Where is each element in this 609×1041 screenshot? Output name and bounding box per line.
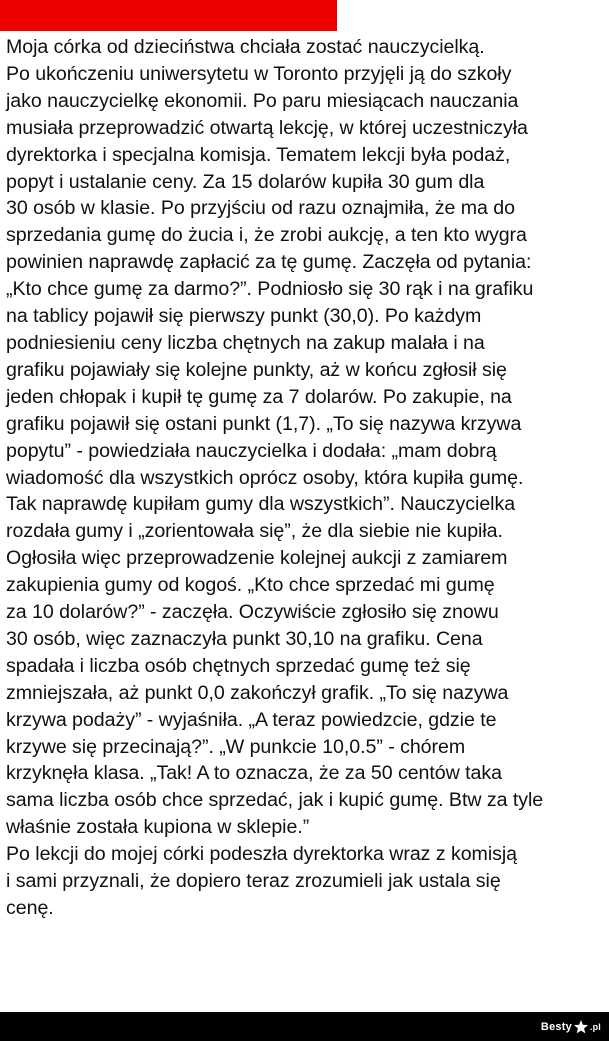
story-line: podniesieniu ceny liczba chętnych na zakup malała i na bbox=[6, 331, 485, 354]
story-line: Po ukończeniu uniwersytetu w Toronto przyjęli ją do szkoły bbox=[6, 62, 512, 85]
story-line: spadała i liczba osób chętnych sprzedać gumę też się bbox=[6, 654, 471, 677]
story-line: krzyknęła klasa. „Tak! A to oznacza, że za 50 centów taka bbox=[6, 762, 502, 785]
story-line: właśnie została kupiona w sklepie.” bbox=[6, 816, 310, 839]
story-line: popyt i ustalanie ceny. Za 15 dolarów kupiła 30 gum dla bbox=[6, 170, 485, 193]
story-line: 30 osób w klasie. Po przyjściu od razu oznajmiła, że ma do bbox=[6, 197, 515, 220]
story-line: za 10 dolarów?” - zaczęła. Oczywiście zgłosiło się znowu bbox=[6, 601, 499, 624]
story-line: Moja córka od dzieciństwa chciała zostać nauczycielką. bbox=[6, 36, 485, 58]
story-line: jeden chłopak i kupił tę gumę za 7 dolarów. Po zakupie, na bbox=[6, 385, 512, 408]
watermark-suffix: .pl bbox=[589, 1022, 601, 1032]
story-line: rozdała gumy i „zorientowała się”, że dla siebie nie kupiła. bbox=[6, 520, 503, 543]
story-line: jako nauczycielkę ekonomii. Po paru miesiącach nauczania bbox=[6, 89, 519, 112]
story-line: krzywe się przecinają?”. „W punkcie 10,0.5” - chórem bbox=[6, 735, 466, 758]
story-line: powinien naprawdę zapłacić za tę gumę. Zaczęła od pytania: bbox=[6, 251, 532, 274]
story-line: Tak naprawdę kupiłam gumy dla wszystkich”. Nauczycielka bbox=[6, 493, 516, 516]
story-line: dyrektorka i specjalna komisja. Tematem lekcji była podaż, bbox=[6, 143, 511, 166]
story-line: i sami przyznali, że dopiero teraz zrozumieli jak ustala się bbox=[6, 870, 501, 893]
story-line: na tablicy pojawił się pierwszy punkt (30,0). Po każdym bbox=[6, 305, 482, 328]
star-icon bbox=[573, 1019, 589, 1035]
story-text bbox=[6, 34, 609, 922]
story-line: zakupienia gumy od kogoś. „Kto chce sprzedać mi gumę bbox=[6, 574, 495, 597]
story-line: zmniejszała, aż punkt 0,0 zakończył grafik. „To się nazywa bbox=[6, 681, 509, 704]
story-line: sprzedania gumę do żucia i, że zrobi aukcję, a ten kto wygra bbox=[6, 224, 527, 247]
footer-bar bbox=[0, 1012, 609, 1041]
story-line: „Kto chce gumę za darmo?”. Podniosło się 30 rąk i na grafiku bbox=[6, 278, 534, 301]
header-red-bar bbox=[0, 0, 337, 31]
story-line: 30 osób, więc zaznaczyła punkt 30,10 na grafiku. Cena bbox=[6, 627, 483, 650]
watermark-prefix: Besty bbox=[540, 1021, 572, 1033]
besty-watermark bbox=[541, 1019, 601, 1035]
story-line: sama liczba osób chce sprzedać, jak i kupić gumę. Btw za tyle bbox=[6, 789, 544, 812]
story-line: grafiku pojawił się ostani punkt (1,7). „To się nazywa krzywa bbox=[6, 412, 522, 435]
story-line: grafiku pojawiały się kolejne punkty, aż w końcu zgłosił się bbox=[6, 358, 507, 381]
story-line: krzywa podaży” - wyjaśniła. „A teraz powiedzcie, gdzie te bbox=[6, 708, 497, 731]
story-line: wiadomość dla wszystkich oprócz osoby, która kupiła gumę. bbox=[6, 466, 524, 489]
story-line: Po lekcji do mojej córki podeszła dyrektorka wraz z komisją bbox=[6, 843, 518, 866]
story-line: cenę. bbox=[6, 897, 54, 919]
story-line: Ogłosiła więc przeprowadzenie kolejnej aukcji z zamiarem bbox=[6, 547, 508, 570]
story-line: musiała przeprowadzić otwartą lekcję, w której uczestniczyła bbox=[6, 116, 528, 139]
story-line: popytu” - powiedziała nauczycielka i dodała: „mam dobrą bbox=[6, 439, 497, 462]
